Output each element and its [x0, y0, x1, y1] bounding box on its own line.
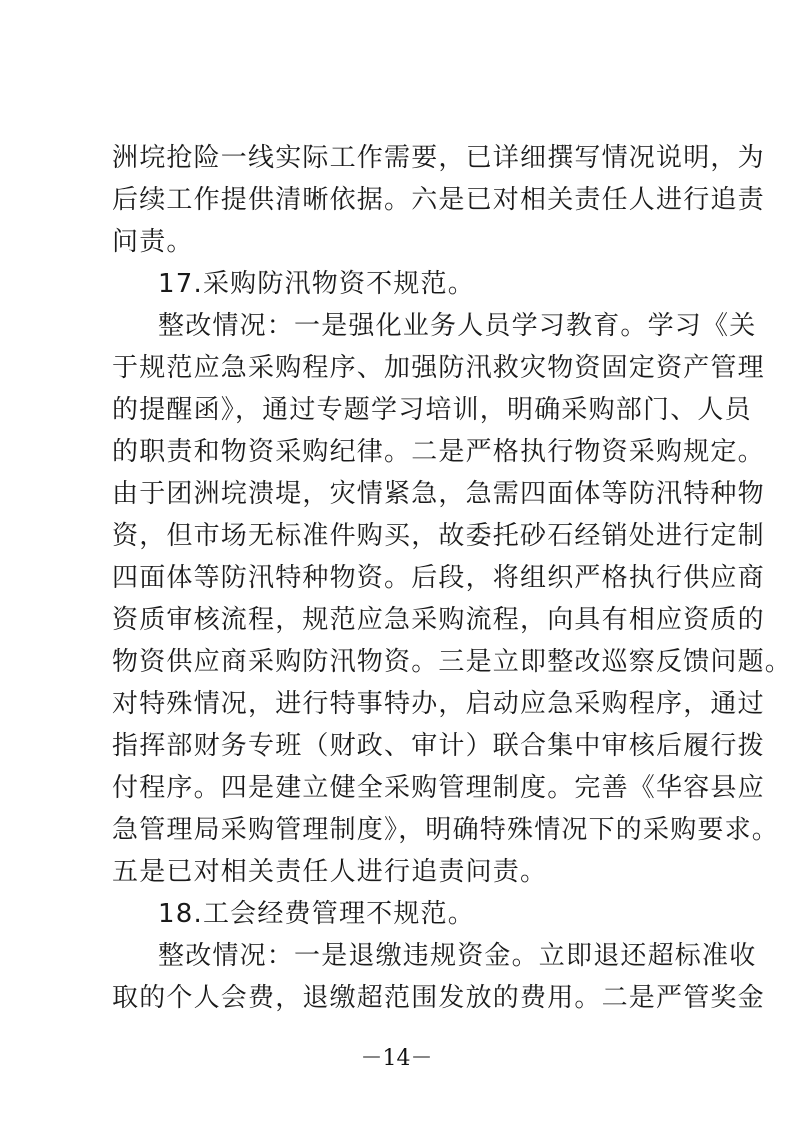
paragraph-line: 指挥部财务专班（财政、审计）联合集中审核后履行拨 — [112, 731, 765, 761]
page-number: －14－ — [360, 1046, 433, 1071]
paragraph-line: 取的个人会费，退缴超范围发放的费用。二是严管奖金 — [112, 983, 765, 1013]
paragraph-line: 后续工作提供清晰依据。六是已对相关责任人进行追责 — [112, 185, 765, 215]
paragraph-line: 整改情况：一是强化业务人员学习教育。学习《关 — [158, 311, 757, 341]
paragraph-line: 问责。 — [112, 227, 194, 257]
paragraph-line: 洲垸抢险一线实际工作需要，已详细撰写情况说明，为 — [112, 143, 765, 173]
paragraph-line: 物资供应商采购防汛物资。三是立即整改巡察反馈问题。 — [112, 647, 793, 677]
paragraph-line: 付程序。四是建立健全采购管理制度。完善《华容县应 — [112, 773, 765, 803]
section-heading: 18.工会经费管理不规范。 — [158, 899, 475, 929]
paragraph-line: 急管理局采购管理制度》，明确特殊情况下的采购要求。 — [112, 815, 780, 845]
paragraph-line: 四面体等防汛特种物资。后段，将组织严格执行供应商 — [112, 563, 765, 593]
paragraph-line: 于规范应急采购程序、加强防汛救灾物资固定资产管理 — [112, 353, 765, 383]
paragraph-line: 的提醒函》，通过专题学习培训，明确采购部门、人员 — [112, 395, 752, 425]
paragraph-line: 对特殊情况，进行特事特办，启动应急采购程序，通过 — [112, 689, 765, 719]
paragraph-line: 的职责和物资采购纪律。二是严格执行物资采购规定。 — [112, 437, 765, 467]
section-heading: 17.采购防汛物资不规范。 — [158, 269, 475, 299]
paragraph-line: 整改情况：一是退缴违规资金。立即退还超标准收 — [158, 941, 757, 971]
paragraph-line: 资质审核流程，规范应急采购流程，向具有相应资质的 — [112, 605, 765, 635]
paragraph-line: 资，但市场无标准件购买，故委托砂石经销处进行定制 — [112, 521, 765, 551]
paragraph-line: 五是已对相关责任人进行追责问责。 — [112, 857, 548, 887]
paragraph-line: 由于团洲垸溃堤，灾情紧急，急需四面体等防汛特种物 — [112, 479, 765, 509]
